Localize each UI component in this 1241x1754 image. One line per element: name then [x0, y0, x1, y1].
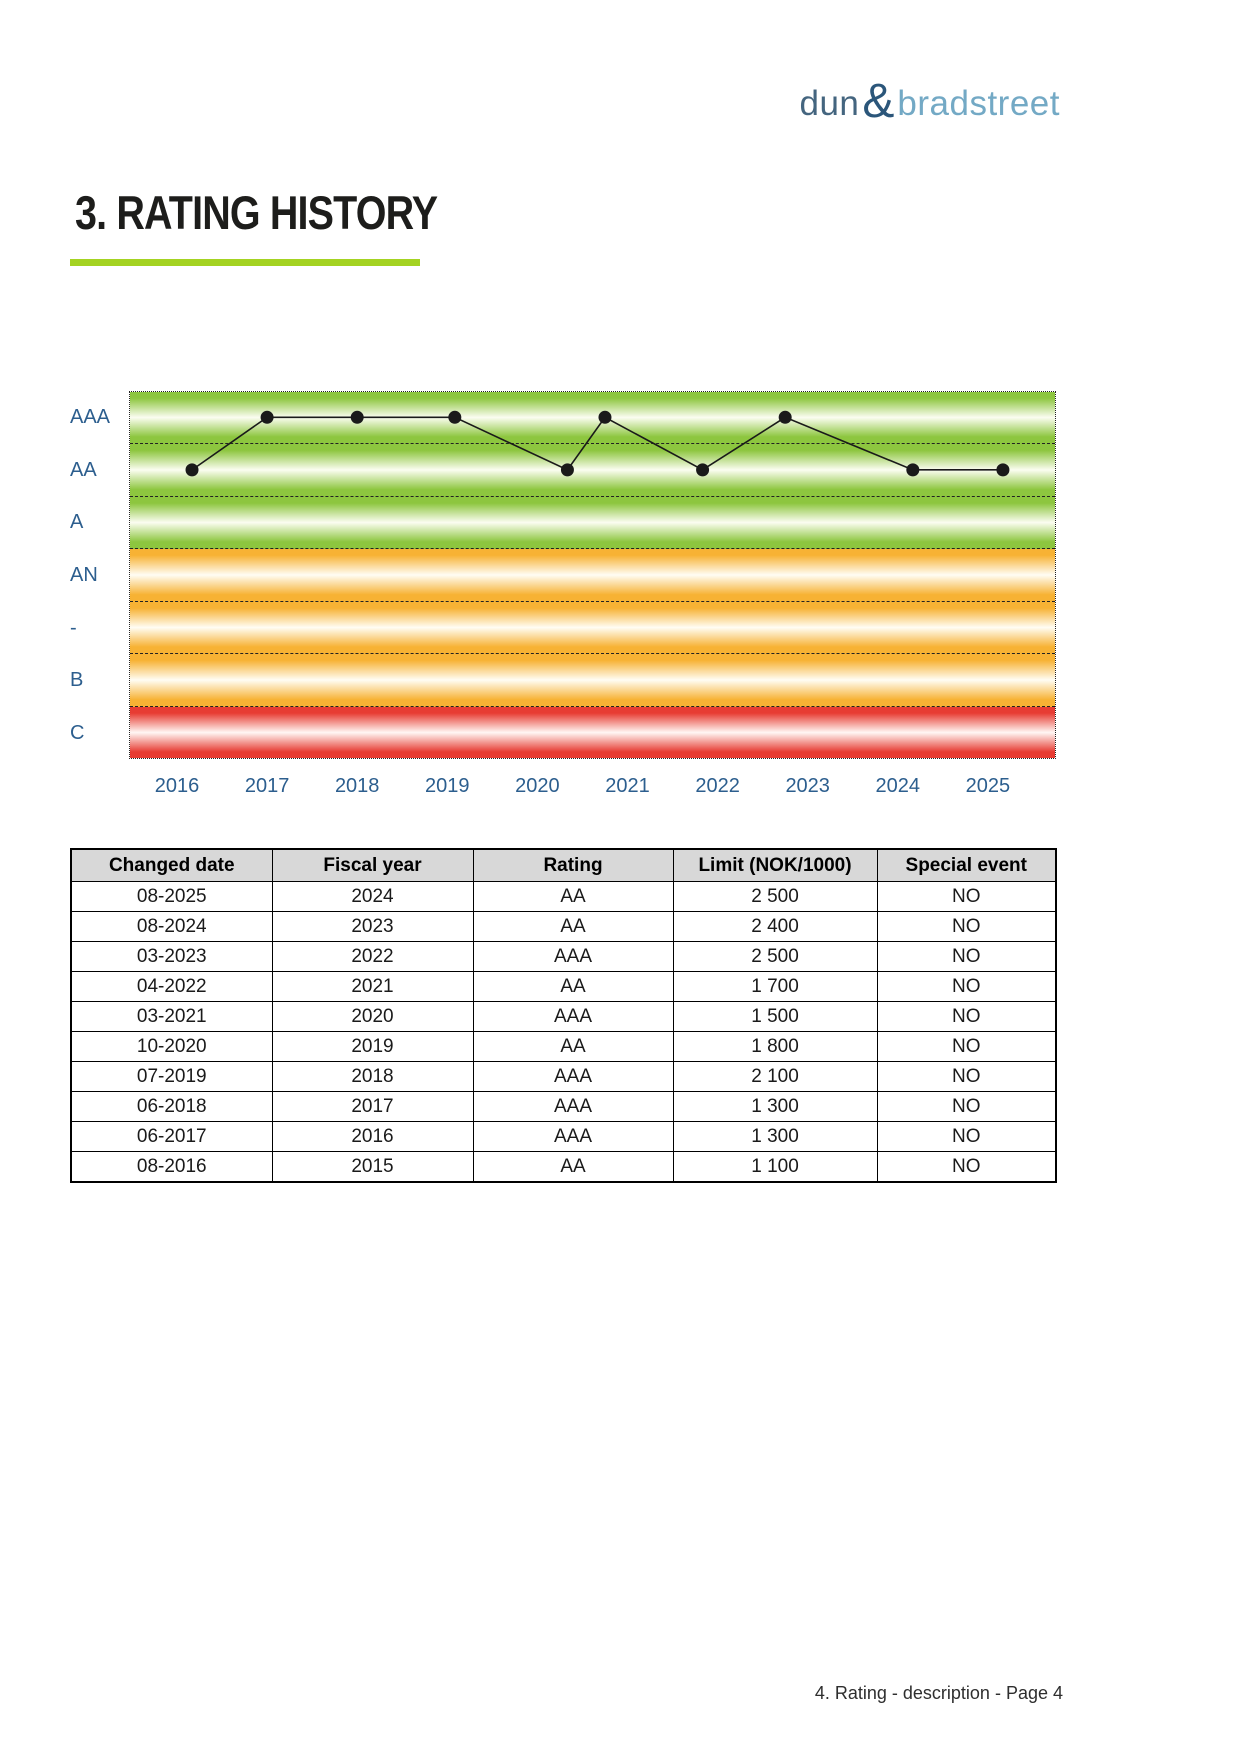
x-axis-tick-label: 2024	[875, 775, 921, 797]
page-footer: 4. Rating - description - Page 4	[814, 1683, 1063, 1703]
table-cell: 04-2022	[71, 972, 272, 1002]
table-cell: NO	[877, 942, 1056, 972]
dnb-logo	[799, 72, 1060, 127]
table-cell: NO	[877, 1092, 1056, 1122]
x-axis-tick-label: 2016	[154, 775, 200, 797]
chart-plot-area	[129, 391, 1056, 759]
table-cell: 2024	[272, 882, 473, 912]
table-cell: 2021	[272, 972, 473, 1002]
table-row	[71, 1032, 1056, 1062]
rating-band-AA	[130, 444, 1055, 496]
y-axis-label: AN	[70, 564, 98, 586]
y-axis-label: A	[70, 511, 84, 534]
table-cell: AA	[473, 1152, 673, 1183]
logo-ampersand-icon: &	[862, 75, 895, 128]
y-axis-label: C	[70, 721, 85, 744]
x-axis-tick-label: 2020	[515, 775, 560, 797]
x-axis-tick-label: 2022	[695, 775, 740, 797]
table-cell: 1 100	[673, 1152, 877, 1183]
table-cell: 2022	[272, 942, 473, 972]
table-cell: 06-2017	[71, 1122, 272, 1152]
table-cell: NO	[877, 1152, 1056, 1183]
table-row	[71, 1062, 1056, 1092]
table-header-cell: Changed date	[71, 849, 272, 882]
table-cell: 10-2020	[71, 1032, 272, 1062]
table-cell: 1 500	[673, 1002, 877, 1032]
table-cell: 2015	[272, 1152, 473, 1183]
table-cell: 2 400	[673, 912, 877, 942]
table-cell: NO	[877, 1062, 1056, 1092]
table-cell: NO	[877, 882, 1056, 912]
rating-band--	[130, 602, 1055, 654]
table-cell: 2 500	[673, 882, 877, 912]
table-header-cell: Fiscal year	[272, 849, 473, 882]
table-cell: NO	[877, 1122, 1056, 1152]
title-underline	[70, 259, 420, 266]
table-row	[71, 1092, 1056, 1122]
table-cell: 2023	[272, 912, 473, 942]
table-cell: AA	[473, 1032, 673, 1062]
x-axis-tick-label: 2017	[244, 775, 290, 797]
rating-band-AAA	[130, 392, 1055, 444]
y-axis-label: AAA	[70, 406, 111, 429]
table-cell: 2016	[272, 1122, 473, 1152]
table-cell: 1 300	[673, 1092, 877, 1122]
table-cell: NO	[877, 912, 1056, 942]
table-cell: AA	[473, 972, 673, 1002]
rating-band-AN	[130, 549, 1055, 601]
table-cell: AAA	[473, 1092, 673, 1122]
x-axis-tick-label: 2023	[785, 775, 830, 797]
table-cell: 08-2024	[71, 912, 272, 942]
table-cell: 08-2025	[71, 882, 272, 912]
table-cell: 1 300	[673, 1122, 877, 1152]
x-axis-tick-label: 2018	[334, 775, 380, 797]
table-cell: 2018	[272, 1062, 473, 1092]
table-cell: 2 500	[673, 942, 877, 972]
table-row	[71, 1122, 1056, 1152]
table-cell: 07-2019	[71, 1062, 272, 1092]
page-title: 3. RATING HISTORY	[75, 186, 438, 239]
table-cell: AAA	[473, 1062, 673, 1092]
x-axis-tick-label: 2025	[965, 775, 1011, 797]
table-header-row	[71, 849, 1056, 882]
table-cell: AA	[473, 912, 673, 942]
table-cell: AAA	[473, 942, 673, 972]
table-cell: NO	[877, 1002, 1056, 1032]
y-axis-label: AA	[70, 458, 97, 481]
y-axis-label: -	[70, 616, 77, 639]
table-cell: AAA	[473, 1002, 673, 1032]
table-row	[71, 972, 1056, 1002]
table-cell: 06-2018	[71, 1092, 272, 1122]
table-cell: NO	[877, 1032, 1056, 1062]
table-row	[71, 1002, 1056, 1032]
table-cell: NO	[877, 972, 1056, 1002]
table-cell: 08-2016	[71, 1152, 272, 1183]
table-cell: AA	[473, 882, 673, 912]
table-cell: 03-2021	[71, 1002, 272, 1032]
y-axis-label: B	[70, 669, 84, 692]
x-axis-tick-label: 2019	[425, 775, 470, 797]
table-row	[71, 912, 1056, 942]
table-cell: 03-2023	[71, 942, 272, 972]
table-cell: 1 700	[673, 972, 877, 1002]
table-cell: AAA	[473, 1122, 673, 1152]
table-cell: 2020	[272, 1002, 473, 1032]
table-header-cell: Rating	[473, 849, 673, 882]
table-cell: 2 100	[673, 1062, 877, 1092]
table-header-cell: Limit (NOK/1000)	[673, 849, 877, 882]
logo-text-dun: dun	[799, 84, 860, 123]
table-header-cell: Special event	[877, 849, 1056, 882]
table-row	[71, 942, 1056, 972]
rating-band-A	[130, 497, 1055, 549]
x-axis-tick-label: 2021	[605, 775, 650, 797]
table-row	[71, 882, 1056, 912]
table-cell: 1 800	[673, 1032, 877, 1062]
table-cell: 2017	[272, 1092, 473, 1122]
rating-band-B	[130, 654, 1055, 706]
rating-band-C	[130, 707, 1055, 758]
logo-text-bradstreet: bradstreet	[897, 84, 1060, 123]
rating-history-table	[70, 848, 1057, 1183]
table-cell: 2019	[272, 1032, 473, 1062]
table-row	[71, 1152, 1056, 1183]
